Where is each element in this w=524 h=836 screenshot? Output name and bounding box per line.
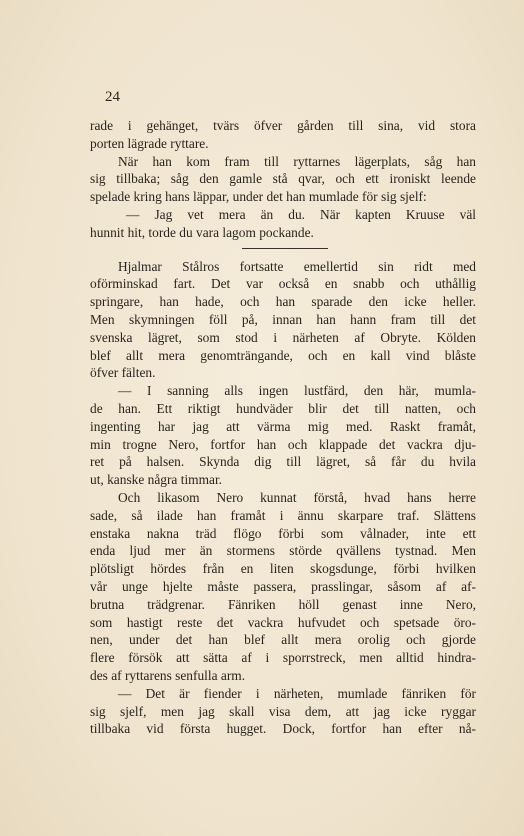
text-line: flere försök att sätta af i sporrstreck, men alltid hindra- (90, 650, 476, 666)
text-line: sig sjelf, men jag skall visa dem, att jag icke ryggar (90, 703, 476, 719)
paragraph (90, 153, 476, 206)
text-line: rade i gehänget, tvärs öfver gården till sina, vid stora (90, 118, 476, 133)
text-line: ingenting har jag att värma mig med. Raskt framåt, (90, 418, 476, 434)
paragraph (90, 117, 476, 153)
text-line: spelade kring hans läppar, under det han mumlade för sig sjelf: (90, 189, 427, 205)
text-section-before-rule (90, 117, 476, 242)
text-line: nen, under det han blef allt mera orolig och gjorde (90, 632, 476, 648)
text-line: oförminskad fart. Det var också en snabb och uthållig (90, 276, 476, 292)
text-line: brutna trädgrenar. Fänriken höll genast inne Nero, (90, 596, 476, 612)
text-line: plötsligt hördes från en liten skogsdunge, förbi hvilken (90, 561, 476, 577)
text-line: Men skymningen föll på, innan han hann fram till det (90, 311, 476, 327)
text-line: sig tillbaka; såg den gamle stå qvar, och ett ironiskt leende (90, 171, 476, 187)
paragraph (90, 382, 476, 489)
text-line: enda ljud mer än stormens störde qvällens tystnad. Men (90, 543, 476, 559)
text-line: svenska lägret, som stod i närheten af Obryte. Kölden (90, 329, 476, 345)
text-line: vår unge hjelte måste passera, prasslingar, såsom af af- (90, 578, 476, 594)
paragraph (90, 685, 476, 738)
paragraph (90, 206, 476, 242)
text-line: blef allt mera genomträngande, och en kall vind blåste (90, 347, 476, 363)
text-line: hunnit hit, torde du vara lagom pockande. (90, 224, 314, 240)
text-line: min trogne Nero, fortfor han och klappade det vackra dju- (90, 436, 476, 452)
paragraph (90, 489, 476, 685)
text-line: — I sanning alls ingen lustfärd, den här, mumla- (118, 383, 476, 399)
text-line: enstaka nakna träd flögo förbi som vålnader, inte ett (90, 525, 476, 541)
text-line: porten lägrade ryttare. (90, 135, 209, 151)
paragraph (90, 258, 476, 383)
text-line: ret på halsen. Skynda dig till lägret, så får du hvila (90, 454, 476, 470)
text-line: öfver fälten. (90, 365, 156, 381)
text-line: När han kom fram till ryttarnes lägerplats, såg han (118, 153, 476, 169)
body-text (90, 117, 476, 738)
text-line: des af ryttarens senfulla arm. (90, 667, 246, 683)
text-line: sade, så ilade han framåt i ännu skarpare traf. Slättens (90, 507, 476, 523)
text-line: springare, han hade, och han sparade den icke heller. (90, 294, 476, 310)
text-line: — Det är fiender i närheten, mumlade fänriken för (118, 685, 476, 701)
text-line: ut, kanske några timmar. (90, 472, 223, 488)
text-line: som hastigt reste det vackra hufvudet och spetsade öro- (90, 614, 476, 630)
text-line: de han. Ett riktigt hundväder blir det till natten, och (90, 400, 476, 416)
text-section-after-rule (90, 258, 476, 739)
section-divider (242, 248, 328, 249)
page-number: 24 (105, 89, 120, 105)
text-line: Och likasom Nero kunnat förstå, hvad hans herre (118, 489, 476, 505)
text-line: tillbaka vid första hugget. Dock, fortfor han efter nå- (90, 721, 476, 737)
text-line: — Jag vet mera än du. När kapten Kruuse väl (126, 206, 476, 222)
text-line: Hjalmar Stålros fortsatte emellertid sin ridt med (118, 258, 476, 274)
